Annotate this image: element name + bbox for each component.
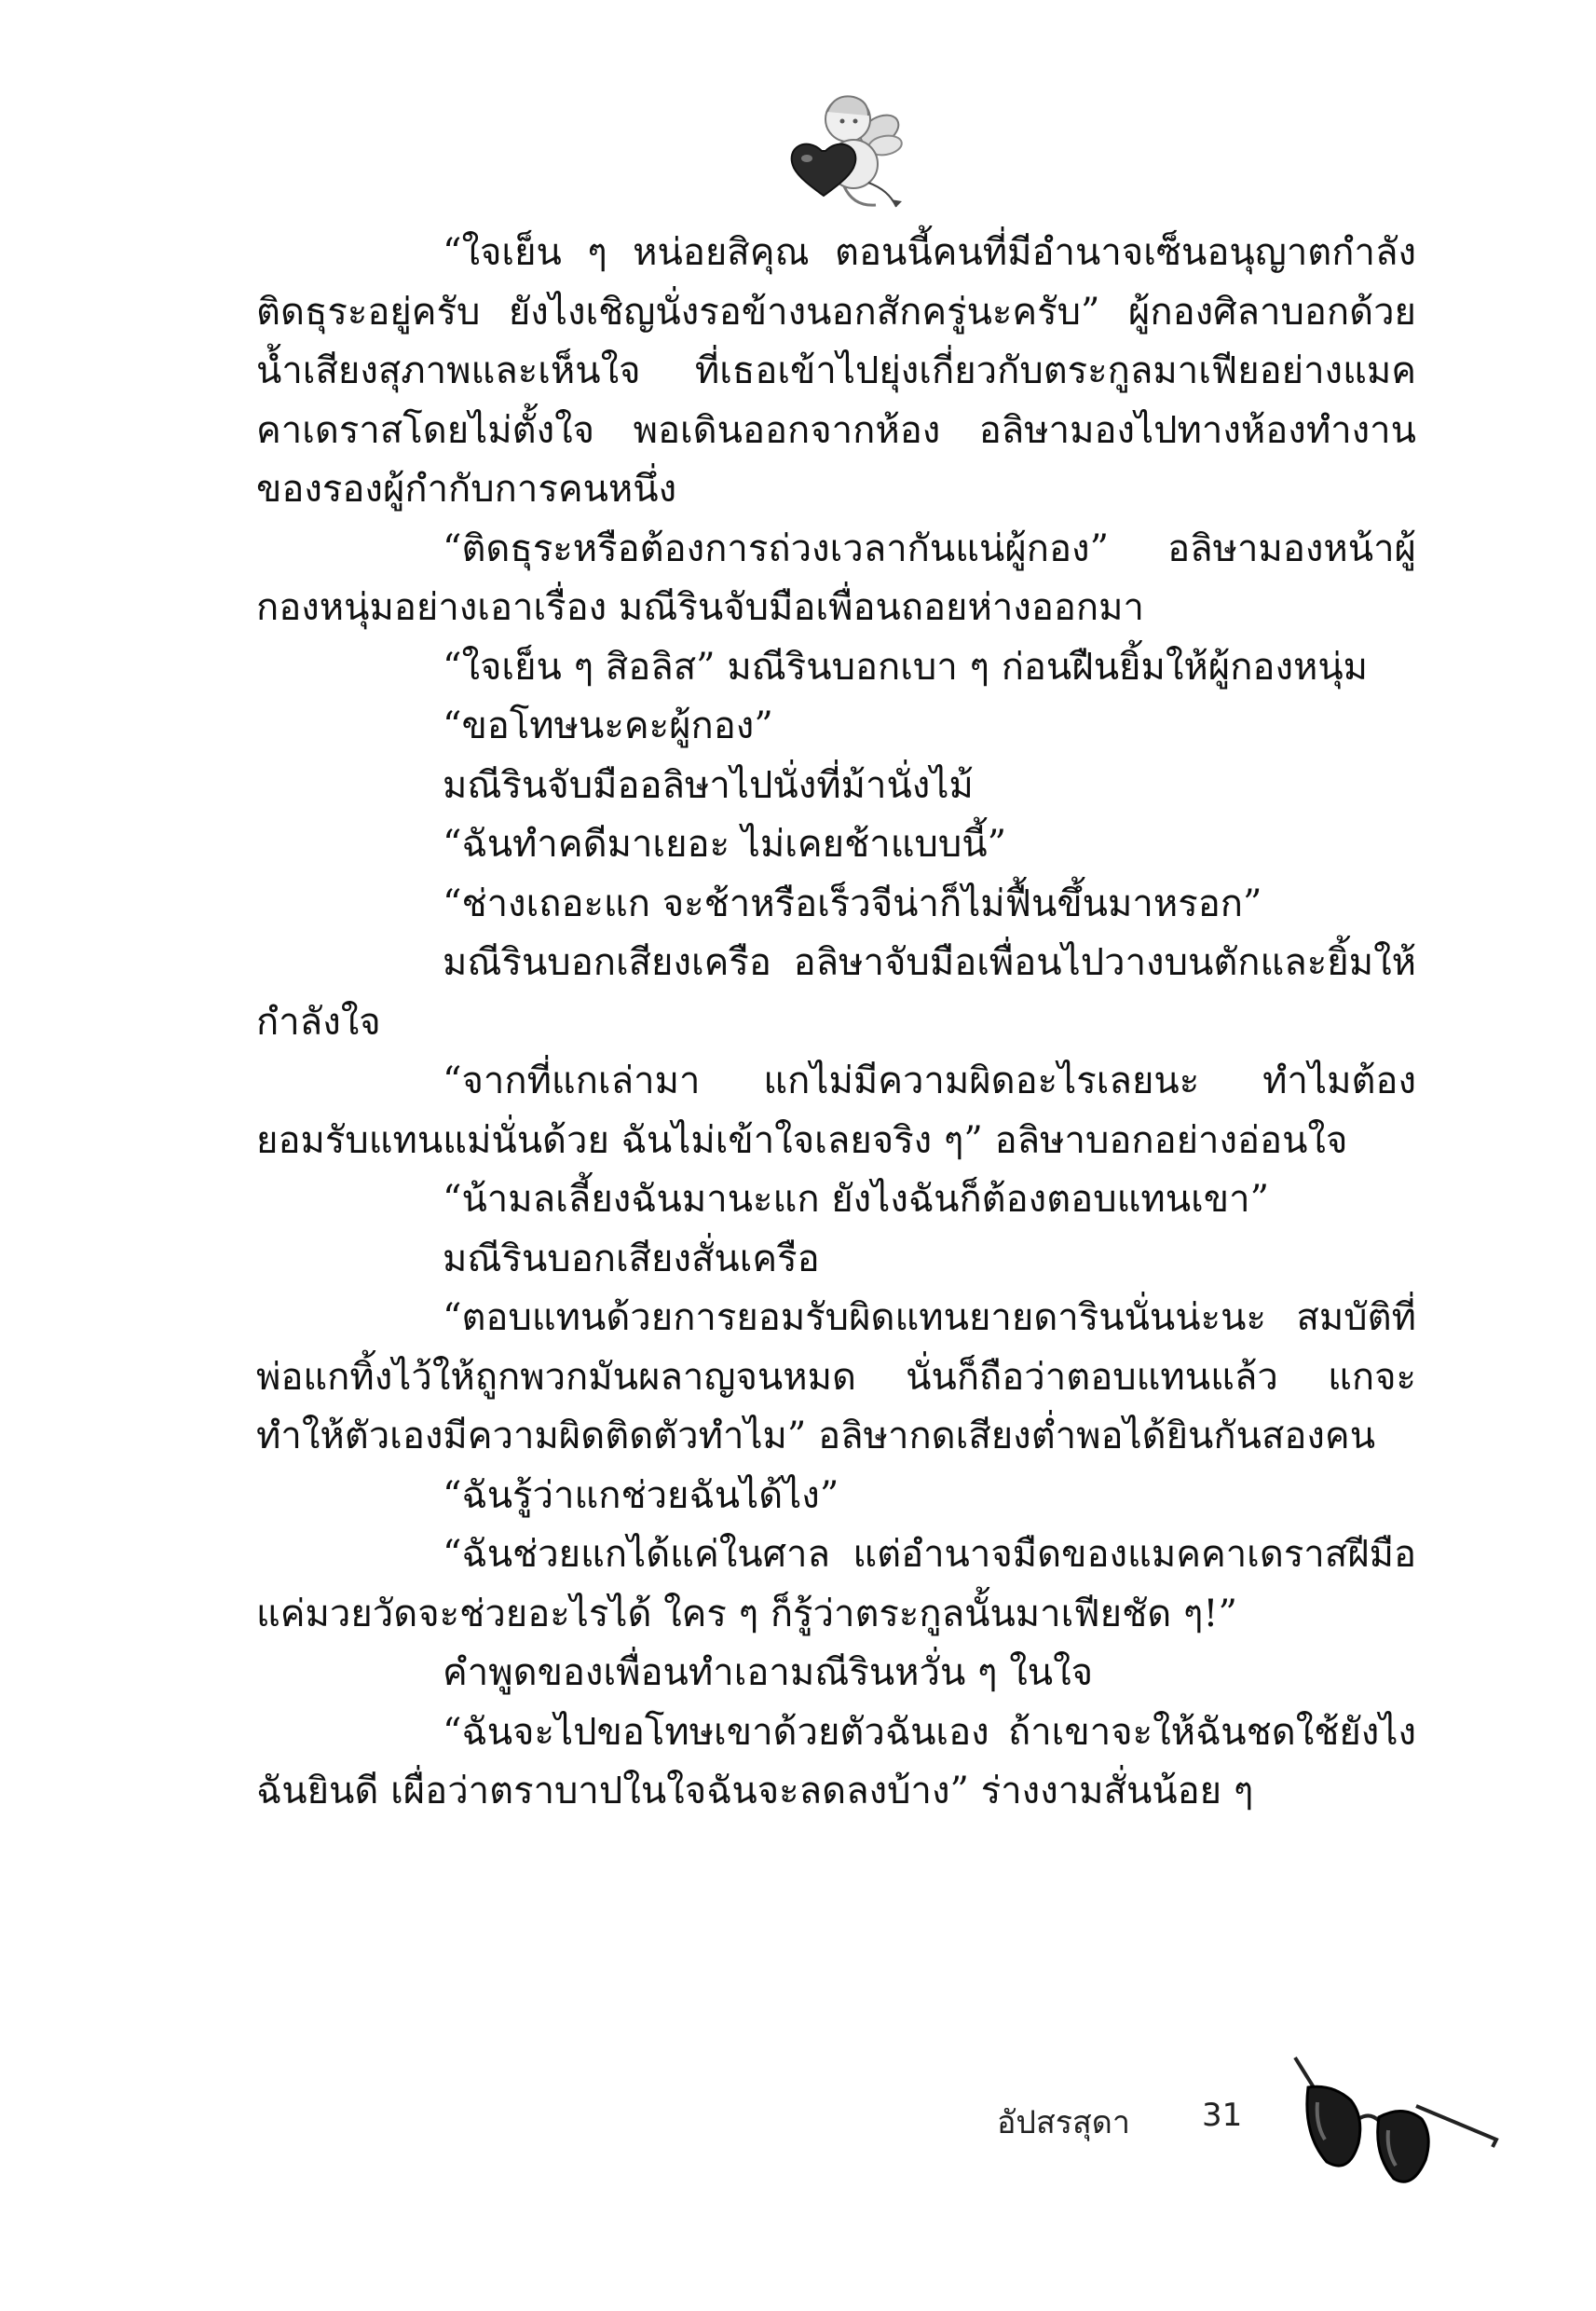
paragraph: “ฉันทำคดีมาเยอะ ไม่เคยช้าแบบนี้” bbox=[443, 823, 1007, 866]
paragraph: มณีรินบอกเสียงสั่นเครือ bbox=[443, 1237, 820, 1280]
paragraph: “ช่างเถอะแก จะช้าหรือเร็วจีน่าก็ไม่ฟื้นขึ้นมาหรอก” bbox=[443, 882, 1262, 925]
paragraph: “ขอโทษนะคะผู้กอง” bbox=[443, 704, 773, 747]
paragraph: มณีรินจับมืออลิษาไปนั่งที่ม้านั่งไม้ bbox=[443, 763, 974, 807]
paragraph: คำพูดของเพื่อนทำเอามณีรินหวั่น ๆ ในใจ bbox=[443, 1651, 1094, 1694]
paragraph: “ฉันจะไปขอโทษเขาด้วยตัวฉันเอง ถ้าเขาจะให้ฉันชดใช้ยังไงฉันยินดี เผื่อว่าตราบาปในใจฉันจะลดลงบ้าง” ร่างงามสั่นน้อย ๆ bbox=[256, 1710, 1416, 1812]
paragraph: “ฉันช่วยแกได้แค่ในศาล แต่อำนาจมืดของแมคคาเดราสฝีมือแค่มวยวัดจะช่วยอะไรได้ ใคร ๆ ก็รู้ว่าตระกูลนั้นมาเฟียชัด ๆ!” bbox=[256, 1533, 1416, 1635]
paragraph: มณีรินบอกเสียงเครือ อลิษาจับมือเพื่อนไปวางบนตักและยิ้มให้กำลังใจ bbox=[256, 941, 1416, 1044]
body-text bbox=[256, 224, 1416, 1822]
book-title: อัปสรสุดา bbox=[997, 2104, 1130, 2141]
paragraph: “ใจเย็น ๆ สิอลิส” มณีรินบอกเบา ๆ ก่อนฝืนยิ้มให้ผู้กองหนุ่ม bbox=[443, 645, 1369, 689]
paragraph: “ฉันรู้ว่าแกช่วยฉันได้ไง” bbox=[443, 1473, 839, 1517]
paragraph: “ตอบแทนด้วยการยอมรับผิดแทนยายดารินนั่นน่ะนะ สมบัติที่พ่อแกทิ้งไว้ให้ถูกพวกมันผลาญจนหมด นั่นก็ถือว่าตอบแทนแล้ว แกจะทำให้ตัวเองมีความผิดติดตัวทำไม” อลิษากดเสียงต่ำพอได้ยินกันสองคน bbox=[256, 1296, 1416, 1457]
sunglasses-icon bbox=[1276, 2050, 1500, 2190]
page-number: 31 bbox=[1202, 2097, 1243, 2134]
paragraph: “น้ามลเลี้ยงฉันมานะแก ยังไงฉันก็ต้องตอบแทนเขา” bbox=[443, 1178, 1270, 1221]
page-footer bbox=[978, 2050, 1500, 2199]
paragraph: “จากที่แกเล่ามา แกไม่มีความผิดอะไรเลยนะ ทำไมต้องยอมรับแทนแม่นั่นด้วย ฉันไม่เข้าใจเลยจริง ๆ” อลิษาบอกอย่างอ่อนใจ bbox=[256, 1060, 1416, 1162]
paragraph: “ใจเย็น ๆ หน่อยสิคุณ ตอนนี้คนที่มีอำนาจเซ็นอนุญาตกำลังติดธุระอยู่ครับ ยังไงเชิญนั่งรอข้างนอกสักครู่นะครับ” ผู้กองศิลาบอกด้วยน้ำเสียงสุภาพและเห็นใจ ที่เธอเข้าไปยุ่งเกี่ยวกับตระกูลมาเฟียอย่างแมคคาเดราสโดยไม่ตั้งใจ พอเดินออกจากห้อง อลิษามองไปทางห้องทำงานของรองผู้กำกับการคนหนึ่ง bbox=[256, 231, 1416, 511]
paragraph: “ติดธุระหรือต้องการถ่วงเวลากันแน่ผู้กอง” อลิษามองหน้าผู้กองหนุ่มอย่างเอาเรื่อง มณีรินจับมือเพื่อนถอยห่างออกมา bbox=[256, 526, 1416, 629]
cupid-with-heart-icon bbox=[779, 86, 909, 216]
